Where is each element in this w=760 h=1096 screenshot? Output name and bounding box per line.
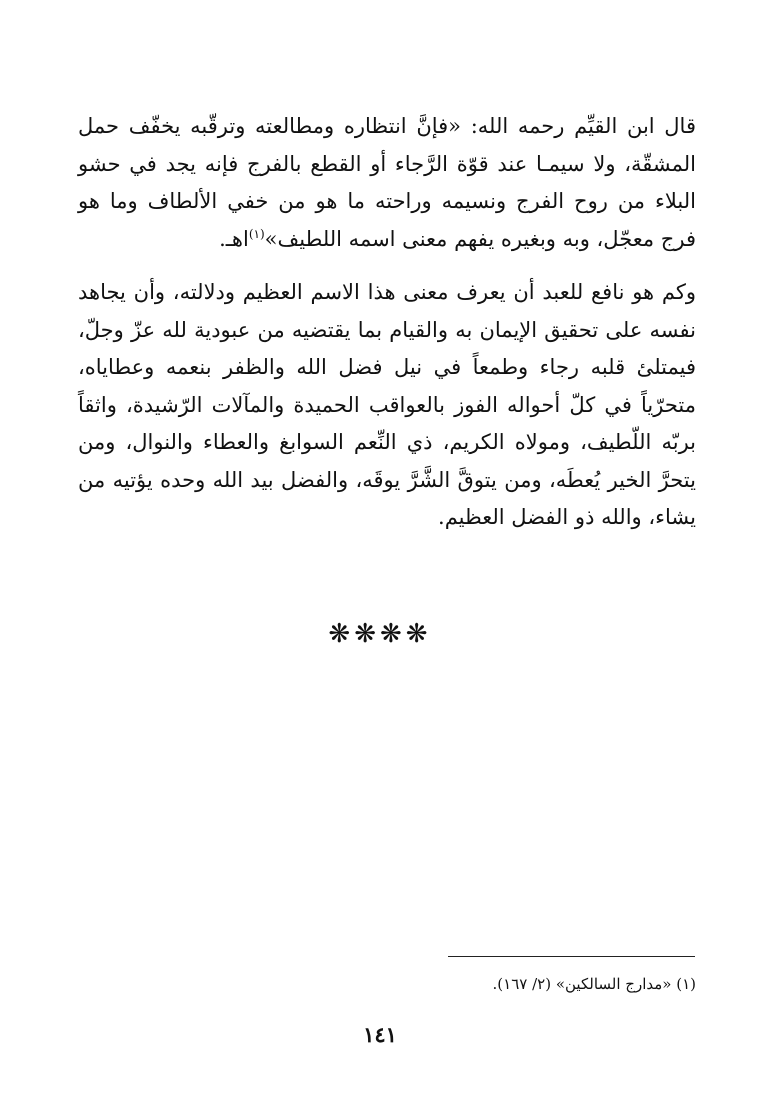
quote-tail: اهـ.	[219, 226, 249, 251]
commentary-text: وكم هو نافع للعبد أن يعرف معنى هذا الاسم العظيم ودلالته، وأن يجاهد نفسه على تحقيق الإيمان به والقيام بما يقتضيه من عبودية لله عزّ وجلّ، فيمتلئ قلبه رجاء وطمعاً في نيل فضل الله والظفر بنعمه وعطاياه، متحرّياً في كلّ أحواله الفوز بالعواقب الحميدة والمآلات الرّشيدة، واثقاً بربّه اللّطيف، ومولاه الكريم، ذي النِّعم السوابغ والعطاء والنوال، ومن يتحرَّ الخير يُعطَه، ومن يتوقَّ الشَّرَّ يوقَه، والفضل بيد الله وحده يؤتيه من يشاء، والله ذو الفضل العظيم.	[78, 280, 696, 529]
paragraph-quote	[78, 108, 696, 258]
main-text	[78, 108, 696, 537]
footnote-reference: (١)	[248, 226, 265, 241]
quote-text: قال ابن القيِّم رحمه الله: «فإنَّ انتظاره ومطالعته وترقّبه يخفّف حمل المشقّة، ولا سيمـا عند قوّة الرَّجاء أو القطع بالفرج فإنه يجد في حشو البلاء من روح الفرج ونسيمه وراحته ما هو من خفي الألطاف وما هو فرج معجّل، وبه وبغيره يفهم معنى اسمه اللطيف»	[78, 114, 696, 251]
paragraph-commentary	[78, 274, 696, 537]
page-number: ١٤١	[363, 1022, 397, 1047]
footnote: (١) «مدارج السالكين» (٢/ ١٦٧).	[492, 975, 696, 993]
footnote-divider	[448, 956, 695, 957]
section-separator: ❋❋❋❋	[328, 619, 432, 649]
